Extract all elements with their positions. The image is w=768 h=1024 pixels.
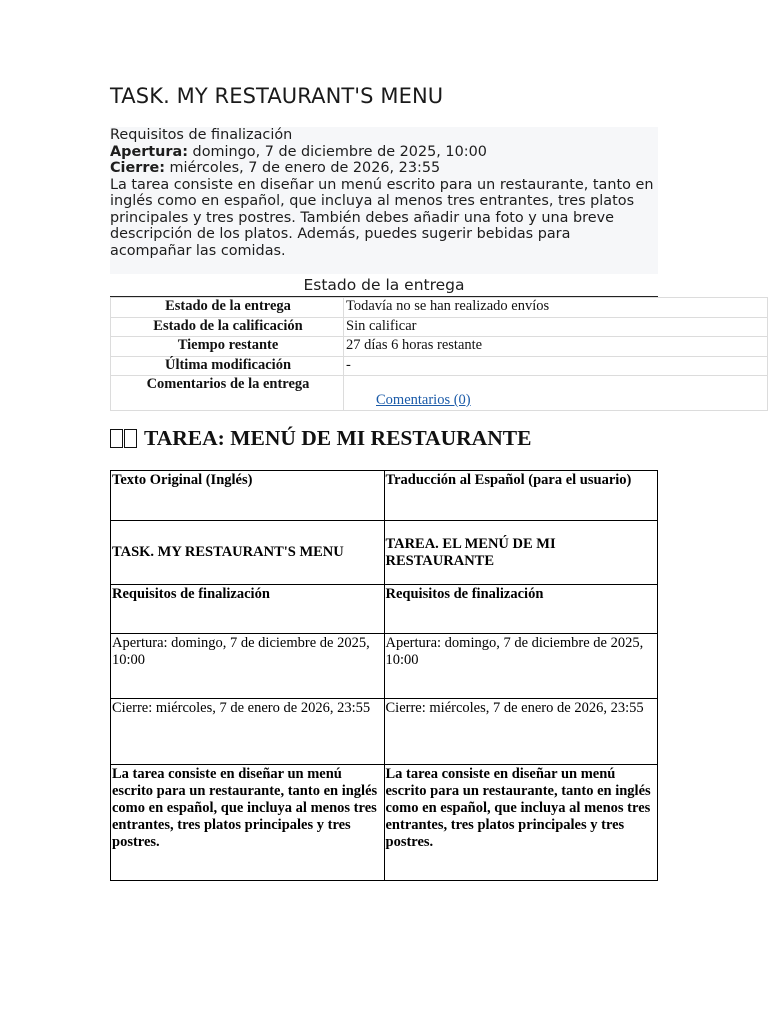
page-title: TASK. MY RESTAURANT'S MENU: [110, 84, 444, 108]
completion-info-box: [110, 127, 658, 274]
unknown-glyph-icon: [110, 426, 138, 451]
status-label: Tiempo restante: [111, 337, 344, 357]
original-cell: TASK. MY RESTAURANT'S MENU: [111, 521, 385, 585]
original-cell: Cierre: miércoles, 7 de enero de 2026, 23:55: [111, 699, 385, 765]
table-row: [111, 356, 768, 376]
original-cell: Apertura: domingo, 7 de diciembre de 2025, 10:00: [111, 634, 385, 699]
spanish-cell: Cierre: miércoles, 7 de enero de 2026, 23:55: [384, 699, 658, 765]
submission-status-table: [110, 297, 768, 411]
opening-label: Apertura:: [110, 143, 188, 160]
task-description: La tarea consiste en diseñar un menú escrito para un restaurante, tanto en inglés como en español, que incluya al menos tres entrantes, tres platos principales y tres postres. También debes añadir una foto y una breve descripción de los platos. Además, puedes sugerir bebidas para acompañar las comidas.: [110, 176, 654, 259]
closing-value: miércoles, 7 de enero de 2026, 23:55: [164, 160, 441, 176]
status-value: [344, 376, 768, 411]
spanish-cell: La tarea consiste en diseñar un menú escrito para un restaurante, tanto en inglés como en español, que incluya al menos tres entrantes, tres platos principales y tres postres.: [384, 765, 658, 881]
status-value: -: [344, 356, 768, 376]
spanish-cell: Requisitos de finalización: [384, 585, 658, 634]
spanish-cell: Traducción al Español (para el usuario): [384, 471, 658, 521]
original-cell: La tarea consiste en diseñar un menú escrito para un restaurante, tanto en inglés como en español, que incluya al menos tres entrantes, tres platos principales y tres postres.: [111, 765, 385, 881]
table-row: [111, 317, 768, 337]
translation-heading-text: TAREA: MENÚ DE MI RESTAURANTE: [144, 426, 532, 450]
spanish-cell: TAREA. EL MENÚ DE MI RESTAURANTE: [384, 521, 658, 585]
table-row: [111, 699, 658, 765]
table-row: [111, 765, 658, 881]
status-value: Sin calificar: [344, 317, 768, 337]
status-value: 27 días 6 horas restante: [344, 337, 768, 357]
table-row: [111, 634, 658, 699]
translation-heading: [110, 426, 531, 451]
comments-link[interactable]: Comentarios (0): [376, 392, 471, 408]
translation-table: [110, 470, 658, 881]
original-cell: Texto Original (Inglés): [111, 471, 385, 521]
table-row: [111, 337, 768, 357]
status-label: Estado de la entrega: [111, 298, 344, 318]
opening-value: domingo, 7 de diciembre de 2025, 10:00: [187, 143, 487, 160]
status-value: Todavía no se han realizado envíos: [344, 298, 768, 318]
status-label: Última modificación: [111, 356, 344, 376]
table-row: [111, 471, 658, 521]
table-row: [111, 298, 768, 318]
submission-status-heading: Estado de la entrega: [110, 275, 658, 297]
original-cell: Requisitos de finalización: [111, 585, 385, 634]
table-row: [111, 521, 658, 585]
table-row: [111, 376, 768, 411]
completion-requirements: Requisitos de finalización: [110, 127, 293, 143]
status-label: Estado de la calificación: [111, 317, 344, 337]
spanish-cell: Apertura: domingo, 7 de diciembre de 2025, 10:00: [384, 634, 658, 699]
opening-date: [110, 144, 658, 161]
closing-date: [110, 160, 658, 177]
table-row: [111, 585, 658, 634]
status-label: Comentarios de la entrega: [111, 376, 344, 411]
closing-label: Cierre:: [110, 160, 165, 176]
